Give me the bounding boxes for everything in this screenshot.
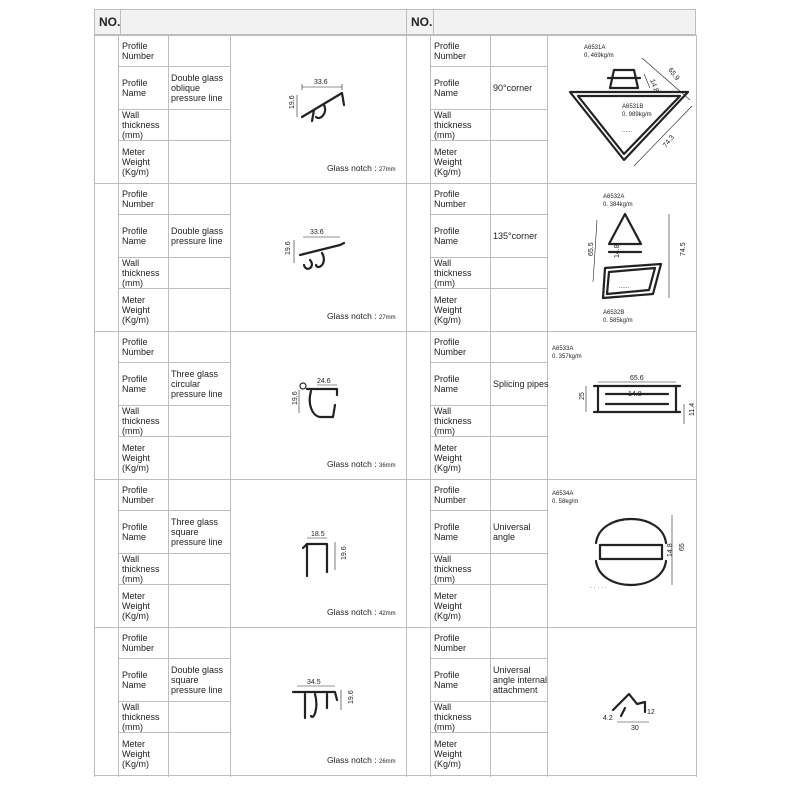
field-label-name: [122, 374, 148, 394]
field-label-line: Profile: [122, 225, 148, 236]
field-label-line: Profile: [434, 40, 460, 51]
profile-outline: [596, 519, 666, 543]
glass-notch-value: 27mm: [378, 167, 396, 173]
grid-hline-sub: [118, 658, 230, 659]
dimension-label: 65: [679, 543, 686, 551]
profile-name-line: Universal: [493, 664, 531, 675]
grid-hline-sub: [430, 140, 547, 141]
field-label-line: Name: [434, 679, 459, 690]
grid-hline-sub: [430, 66, 547, 67]
profile-outline: [607, 268, 655, 294]
field-label-line: Profile: [122, 521, 148, 532]
grid-hline-row: [94, 331, 696, 332]
profile-note: A6532B: [603, 310, 625, 316]
field-label-line: Wall: [122, 109, 140, 120]
field-label-line: Number: [122, 494, 155, 505]
field-label-line: Meter: [434, 442, 458, 453]
field-label-line: (mm): [122, 721, 143, 732]
profile-drawing-a6523: [285, 365, 355, 435]
profile-name-line: oblique: [171, 82, 201, 93]
field-label-line: Weight: [122, 748, 150, 759]
glass-notch-value: 27mm: [378, 315, 396, 321]
dimension-label: 74.3: [662, 134, 676, 150]
field-label-line: Name: [122, 531, 147, 542]
field-label-line: Name: [434, 87, 459, 98]
field-label-line: (Kg/m): [434, 314, 461, 325]
field-label-weight: [122, 739, 150, 769]
profile-drawing-x6522: [270, 65, 360, 135]
field-label-line: (Kg/m): [122, 758, 149, 769]
profile-drawing-a6534: [550, 485, 695, 605]
grid-hline-row: [94, 775, 696, 776]
field-label-line: Meter: [122, 146, 146, 157]
field-label-weight: [434, 443, 462, 473]
dimension-label: 25: [579, 392, 586, 400]
dimension-label: 65.5: [588, 242, 595, 256]
dimension-label: 14.8: [667, 543, 674, 557]
field-label-line: Number: [434, 198, 467, 209]
field-label-line: Wall: [434, 553, 452, 564]
profile-name-line: circular: [171, 378, 201, 389]
field-label-line: Meter: [122, 294, 146, 305]
field-label-line: Name: [122, 87, 147, 98]
glass-notch-label: [327, 459, 396, 469]
field-label-line: Wall: [434, 109, 452, 120]
dimension-label: 14.8: [614, 244, 621, 258]
field-label-name: [434, 522, 460, 542]
profile-outline: [316, 253, 324, 267]
profile-name-line: pressure line: [171, 388, 223, 399]
profile-name-line: 135°corner: [493, 230, 538, 241]
grid-hline-sub: [118, 584, 230, 585]
profile-name-line: attachment: [493, 684, 538, 695]
profile-name-line: Double glass: [171, 72, 224, 83]
field-label-line: Weight: [122, 304, 150, 315]
field-label-wall: [122, 110, 160, 140]
field-label-line: Number: [122, 198, 155, 209]
grid-hline-sub: [118, 140, 230, 141]
dimension-label: 19.6: [285, 241, 292, 255]
field-label-wall: [122, 406, 160, 436]
field-label-line: Weight: [434, 452, 462, 463]
field-label-line: Wall: [434, 701, 452, 712]
dimension-label: 34.5: [307, 679, 321, 686]
field-label-line: thickness: [434, 267, 472, 278]
field-label-name: [122, 226, 148, 246]
profile-outline: [311, 694, 316, 717]
profile-outline: [310, 391, 335, 417]
profile-note: 0. 58kg/m: [552, 499, 579, 505]
profile-drawing-a6535: [595, 680, 675, 740]
field-label-weight: [434, 739, 462, 769]
grid-hline-sub: [118, 214, 230, 215]
dimension-label: 24.6: [317, 378, 331, 385]
grid-vline: [547, 35, 548, 777]
profile-name-line: Splicing pipes: [493, 378, 549, 389]
field-label-weight: [122, 443, 150, 473]
field-label-line: Profile: [434, 373, 460, 384]
field-label-name: [434, 670, 460, 690]
glass-notch-label: [327, 607, 396, 617]
grid-hline-sub: [430, 288, 547, 289]
field-label-line: Weight: [434, 600, 462, 611]
field-label-line: Weight: [122, 156, 150, 167]
field-label-line: (mm): [122, 129, 143, 140]
glass-notch-text: Glass notch: [327, 311, 372, 321]
field-label-line: Meter: [122, 738, 146, 749]
header-no-left: NO.: [94, 9, 121, 35]
dimension-label: 33.6: [310, 229, 324, 236]
field-label-line: Number: [434, 494, 467, 505]
field-label-line: Number: [122, 642, 155, 653]
field-label-line: Weight: [434, 748, 462, 759]
dimension-label: 4.2: [603, 715, 613, 722]
dimension-label: 19.6: [289, 95, 296, 109]
field-label-line: Profile: [434, 521, 460, 532]
grid-vline: [430, 35, 431, 777]
glass-notch-text: Glass notch: [327, 459, 372, 469]
field-label-wall: [122, 702, 160, 732]
dimension-line: [642, 58, 690, 100]
grid-hline-sub: [430, 510, 547, 511]
dimension-label: 65.9: [666, 66, 681, 82]
dimension-label: 65.6: [630, 375, 644, 382]
field-label-number: [434, 633, 466, 653]
field-label-number: [122, 189, 154, 209]
profile-name-value: [493, 665, 547, 695]
dimension-label: 12: [647, 709, 655, 716]
profile-drawing-a6532: [565, 190, 695, 330]
profile-name-line: Double glass: [171, 664, 224, 675]
profile-note: 0. 469kg/m: [584, 53, 614, 59]
grid-vline: [696, 35, 697, 777]
field-label-line: Weight: [122, 452, 150, 463]
grid-hline-sub: [118, 288, 230, 289]
profile-name-value: [493, 83, 532, 93]
field-label-wall: [434, 110, 472, 140]
profile-name-value: [171, 665, 223, 695]
profile-drawing-a6533: [550, 340, 696, 440]
profile-placeholder-dots: ......: [622, 128, 633, 134]
profile-name-line: pressure line: [171, 536, 223, 547]
profile-drawing-x6522x: [270, 215, 360, 285]
field-label-line: Wall: [434, 405, 452, 416]
field-label-line: thickness: [434, 563, 472, 574]
field-label-line: (mm): [122, 425, 143, 436]
profile-note: A6531B: [622, 104, 644, 110]
header-blank-left: [120, 9, 407, 35]
profile-outline: [621, 708, 625, 716]
field-label-line: thickness: [122, 563, 160, 574]
field-label-number: [122, 41, 154, 61]
glass-notch-sep: :: [371, 607, 379, 617]
glass-notch-sep: :: [371, 755, 379, 765]
grid-hline-sub: [118, 362, 230, 363]
field-label-name: [122, 522, 148, 542]
grid-vline: [118, 35, 119, 777]
grid-hline-sub: [430, 732, 547, 733]
field-label-line: Number: [434, 346, 467, 357]
profile-name-line: Three glass: [171, 368, 219, 379]
dimension-label: 19.6: [292, 391, 299, 405]
profile-outline: [613, 694, 645, 712]
field-label-line: (Kg/m): [434, 462, 461, 473]
profile-name-line: 90°corner: [493, 82, 533, 93]
profile-note: 0. 989kg/m: [622, 112, 652, 118]
field-label-line: Profile: [434, 484, 460, 495]
field-label-line: (mm): [434, 277, 455, 288]
profile-outline: [596, 561, 666, 585]
field-label-line: Number: [434, 50, 467, 61]
field-label-line: Wall: [122, 553, 140, 564]
profile-name-line: pressure line: [171, 235, 223, 246]
profile-outline: [300, 383, 306, 389]
field-label-line: (Kg/m): [122, 314, 149, 325]
glass-notch-text: Glass notch: [327, 755, 372, 765]
dimension-label: 19.6: [348, 690, 355, 704]
grid-vline: [490, 35, 491, 777]
field-label-line: Name: [434, 235, 459, 246]
grid-hline-sub: [118, 436, 230, 437]
profile-drawing-a6531: [550, 40, 695, 180]
grid-hline-sub: [430, 362, 547, 363]
field-label-line: Meter: [434, 294, 458, 305]
field-label-number: [122, 633, 154, 653]
profile-note: A6531A: [584, 45, 606, 51]
dimension-label: 14.8: [648, 78, 660, 94]
field-label-line: Profile: [434, 188, 460, 199]
profile-name-line: Three glass: [171, 516, 219, 527]
field-label-line: thickness: [434, 119, 472, 130]
field-label-line: Meter: [122, 590, 146, 601]
glass-notch-value: 26mm: [378, 759, 396, 765]
field-label-line: Profile: [122, 669, 148, 680]
field-label-line: Name: [122, 235, 147, 246]
grid-hline-row: [94, 183, 696, 184]
field-label-number: [434, 337, 466, 357]
field-label-weight: [434, 591, 462, 621]
glass-notch-value: 36mm: [378, 463, 396, 469]
field-label-line: Profile: [122, 373, 148, 384]
field-label-line: Name: [434, 531, 459, 542]
grid-vline: [168, 35, 169, 777]
field-label-line: thickness: [122, 267, 160, 278]
profile-name-line: pressure line: [171, 684, 223, 695]
field-label-wall: [434, 702, 472, 732]
profile-name-value: [493, 522, 531, 542]
profile-note: A6533A: [552, 346, 574, 352]
field-label-wall: [122, 554, 160, 584]
profile-drawing-a6528: [285, 670, 365, 730]
field-label-number: [434, 189, 466, 209]
profile-name-value: [171, 517, 223, 547]
field-label-line: Wall: [122, 405, 140, 416]
profile-name-value: [171, 226, 223, 246]
field-label-line: Meter: [434, 738, 458, 749]
dimension-label: 74.5: [680, 242, 687, 256]
field-label-wall: [434, 554, 472, 584]
field-label-line: Weight: [434, 156, 462, 167]
grid-hline-sub: [118, 66, 230, 67]
field-label-line: (mm): [434, 573, 455, 584]
field-label-weight: [122, 147, 150, 177]
field-label-line: Meter: [434, 146, 458, 157]
glass-notch-label: [327, 163, 396, 173]
profile-name-value: [171, 73, 223, 103]
dimension-label: 18.5: [311, 531, 325, 538]
dimension-label: 30: [631, 725, 639, 732]
field-label-line: (mm): [434, 425, 455, 436]
field-label-line: Profile: [122, 77, 148, 88]
profile-note: 0. 585kg/m: [603, 318, 633, 324]
field-label-line: Profile: [122, 188, 148, 199]
grid-hline-sub: [430, 214, 547, 215]
field-label-name: [434, 374, 460, 394]
field-label-line: Number: [122, 346, 155, 357]
field-label-line: Weight: [122, 600, 150, 611]
field-label-number: [434, 485, 466, 505]
profile-name-line: square: [171, 674, 199, 685]
profile-name-line: angle: [493, 531, 516, 542]
field-label-wall: [434, 258, 472, 288]
field-label-number: [122, 337, 154, 357]
field-label-line: (Kg/m): [434, 610, 461, 621]
profile-name-value: [493, 231, 537, 241]
field-label-line: Profile: [434, 669, 460, 680]
glass-notch-sep: :: [371, 311, 379, 321]
glass-notch-sep: :: [371, 459, 379, 469]
dimension-label: 19.6: [341, 546, 348, 560]
field-label-line: (Kg/m): [122, 166, 149, 177]
profile-note: 0. 357kg/m: [552, 354, 582, 360]
field-label-line: Name: [122, 383, 147, 394]
field-label-weight: [122, 591, 150, 621]
field-label-line: thickness: [122, 415, 160, 426]
field-label-line: Name: [434, 383, 459, 394]
dimension-label: 33.6: [314, 79, 328, 86]
field-label-wall: [434, 406, 472, 436]
field-label-line: thickness: [434, 415, 472, 426]
field-label-name: [434, 78, 460, 98]
grid-hline-sub: [430, 658, 547, 659]
field-label-line: (mm): [122, 277, 143, 288]
profile-outline: [304, 260, 312, 269]
grid-vline: [406, 35, 407, 777]
field-label-line: Meter: [122, 442, 146, 453]
field-label-line: (Kg/m): [122, 610, 149, 621]
field-label-line: Weight: [434, 304, 462, 315]
glass-notch-text: Glass notch: [327, 163, 372, 173]
grid-hline-sub: [430, 436, 547, 437]
profile-name-line: square: [171, 526, 199, 537]
dimension-label: 14.8: [628, 391, 642, 398]
field-label-line: Name: [122, 679, 147, 690]
field-label-line: (mm): [434, 721, 455, 732]
field-label-weight: [122, 295, 150, 325]
field-label-name: [434, 226, 460, 246]
profile-name-line: pressure line: [171, 92, 223, 103]
field-label-line: Profile: [434, 225, 460, 236]
grid-hline-sub: [118, 510, 230, 511]
field-label-line: Profile: [434, 77, 460, 88]
profile-note: 0. 384kg/m: [603, 202, 633, 208]
field-label-line: Meter: [434, 590, 458, 601]
grid-hline-row: [94, 35, 696, 36]
profile-name-line: Double glass: [171, 225, 224, 236]
profile-note: A6532A: [603, 194, 625, 200]
field-label-line: (Kg/m): [122, 462, 149, 473]
glass-notch-text: Glass notch: [327, 607, 372, 617]
glass-notch-value: 42mm: [378, 611, 396, 617]
glass-notch-label: [327, 311, 396, 321]
field-label-name: [122, 670, 148, 690]
field-label-line: Profile: [434, 632, 460, 643]
field-label-line: Number: [122, 50, 155, 61]
grid-hline-row: [94, 479, 696, 480]
grid-hline-sub: [430, 584, 547, 585]
profile-name-value: [493, 379, 549, 389]
field-label-weight: [434, 295, 462, 325]
field-label-wall: [122, 258, 160, 288]
field-label-line: (mm): [434, 129, 455, 140]
field-label-name: [122, 78, 148, 98]
field-label-number: [434, 41, 466, 61]
profile-name-line: Universal: [493, 521, 531, 532]
field-label-line: Wall: [122, 701, 140, 712]
field-label-line: thickness: [434, 711, 472, 722]
profile-name-line: angle internal: [493, 674, 548, 685]
field-label-line: Wall: [122, 257, 140, 268]
grid-vline: [230, 35, 231, 777]
field-label-number: [122, 485, 154, 505]
field-label-weight: [434, 147, 462, 177]
field-label-line: (Kg/m): [434, 166, 461, 177]
profile-placeholder-dots: · · · · ·: [590, 585, 607, 591]
profile-placeholder-dots: ......: [619, 284, 630, 290]
field-label-line: Profile: [122, 632, 148, 643]
field-label-line: Profile: [122, 484, 148, 495]
field-label-line: Wall: [434, 257, 452, 268]
field-label-line: Profile: [122, 40, 148, 51]
field-label-line: thickness: [122, 711, 160, 722]
grid-vline: [94, 35, 95, 777]
dimension-label: 11.4: [689, 402, 696, 416]
profile-drawing-a6527: [295, 520, 355, 590]
field-label-line: Profile: [122, 336, 148, 347]
glass-notch-sep: :: [371, 163, 379, 173]
profile-note: A6534A: [552, 491, 574, 497]
profile-outline: [609, 214, 641, 244]
glass-notch-label: [327, 755, 396, 765]
header-no-right: NO.: [406, 9, 434, 35]
field-label-line: (mm): [122, 573, 143, 584]
profile-name-value: [171, 369, 223, 399]
header-blank-right: [433, 9, 696, 35]
grid-hline-row: [94, 627, 696, 628]
field-label-line: (Kg/m): [434, 758, 461, 769]
field-label-line: thickness: [122, 119, 160, 130]
field-label-line: Profile: [434, 336, 460, 347]
grid-hline-sub: [118, 732, 230, 733]
field-label-line: Number: [434, 642, 467, 653]
